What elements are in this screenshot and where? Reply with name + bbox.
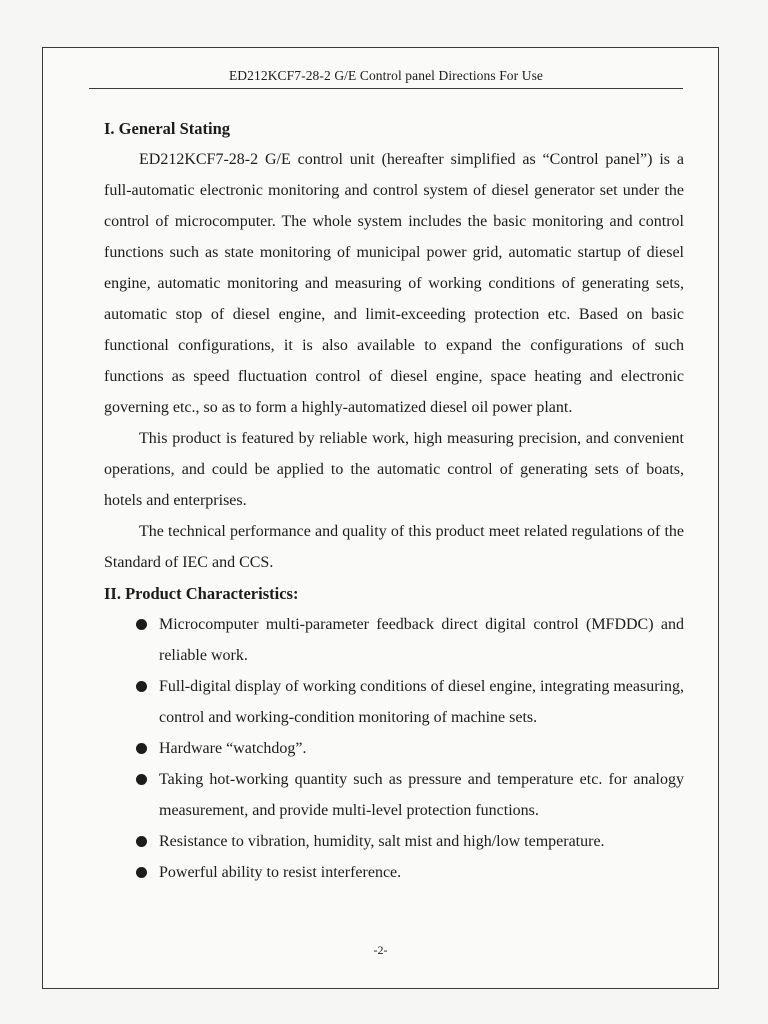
bullet-icon bbox=[136, 619, 147, 630]
list-item-text: Microcomputer multi-parameter feedback direct digital control (MFDDC) and reliable work. bbox=[159, 616, 684, 664]
paragraph-general-1: ED212KCF7-28-2 G/E control unit (hereafter simplified as “Control panel”) is a full-automatic electronic monitoring and control system of diesel generator set under the control of microcomputer. The whole system includes the basic monitoring and control functions such as state monitoring of municipal power grid, automatic startup of diesel engine, automatic monitoring and measuring of working conditions of generating sets, automatic stop of diesel engine, and limit-exceeding protection etc. Based on basic functional configurations, it is also available to expand the configurations of such functions as speed fluctuation control of diesel engine, space heating and electronic governing etc., so as to form a highly-automatized diesel oil power plant. bbox=[104, 151, 684, 416]
page-number: -2- bbox=[373, 943, 388, 957]
list-item bbox=[104, 857, 684, 888]
bullet-icon bbox=[136, 774, 147, 785]
section-heading-general-stating: I. General Stating bbox=[104, 119, 231, 138]
document-page bbox=[42, 47, 719, 989]
page-content bbox=[104, 113, 684, 888]
list-item-text: Powerful ability to resist interference. bbox=[159, 864, 402, 881]
list-item bbox=[104, 826, 684, 857]
characteristics-list bbox=[104, 609, 684, 888]
page-header-title: ED212KCF7-28-2 G/E Control panel Directions For Use bbox=[228, 68, 544, 83]
section-heading-product-characteristics: II. Product Characteristics: bbox=[104, 584, 299, 603]
list-item bbox=[104, 733, 684, 764]
bullet-icon bbox=[136, 836, 147, 847]
list-item-text: Resistance to vibration, humidity, salt mist and high/low temperature. bbox=[159, 833, 605, 850]
list-item bbox=[104, 671, 684, 733]
header-rule bbox=[89, 88, 683, 89]
list-item-text: Full-digital display of working conditions of diesel engine, integrating measuring, control and working-condition monitoring of machine sets. bbox=[159, 678, 684, 726]
bullet-icon bbox=[136, 743, 147, 754]
paragraph-general-3: The technical performance and quality of this product meet related regulations of the Standard of IEC and CCS. bbox=[104, 523, 684, 571]
list-item-text: Hardware “watchdog”. bbox=[159, 740, 307, 757]
list-item bbox=[104, 609, 684, 671]
list-item-text: Taking hot-working quantity such as pressure and temperature etc. for analogy measurement, and provide multi-level protection functions. bbox=[159, 771, 684, 819]
paragraph-general-2: This product is featured by reliable work, high measuring precision, and convenient operations, and could be applied to the automatic control of generating sets of boats, hotels and enterprises. bbox=[104, 430, 684, 509]
list-item bbox=[104, 764, 684, 826]
bullet-icon bbox=[136, 867, 147, 878]
bullet-icon bbox=[136, 681, 147, 692]
